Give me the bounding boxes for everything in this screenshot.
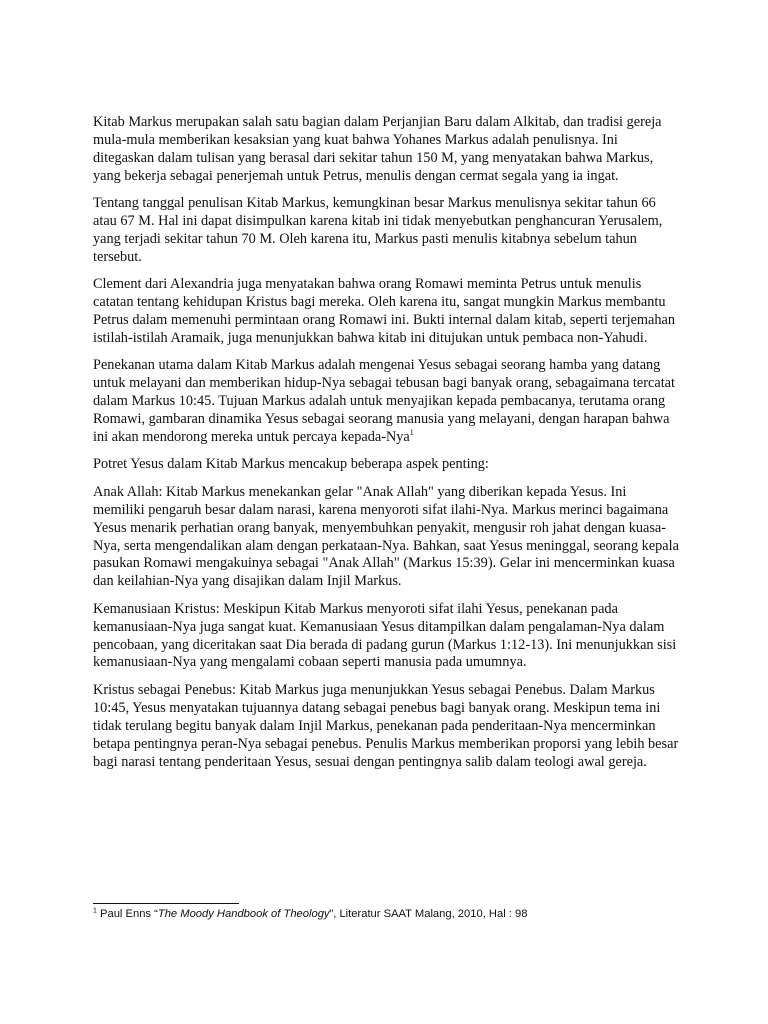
document-body bbox=[93, 114, 681, 781]
paragraph-date: Tentang tanggal penulisan Kitab Markus, kemungkinan besar Markus menulisnya sekitar tahun 66 atau 67 M. Hal ini dapat disimpulkan karena kitab ini tidak menyebutkan penghancuran Yerusalem, yang terjadi sekitar tahun 70 M. Oleh karena itu, Markus pasti menulis kitabnya sebelum tahun tersebut. bbox=[93, 195, 663, 265]
footnote bbox=[93, 907, 681, 921]
paragraph-authorship: Kitab Markus merupakan salah satu bagian dalam Perjanjian Baru dalam Alkitab, dan tradisi gereja mula-mula memberikan kesaksian yang kuat bahwa Yohanes Markus adalah penulisnya. Ini ditegaskan dalam tulisan yang berasal dari sekitar tahun 150 M, yang menyatakan bahwa Markus, yang bekerja sebagai penerjemah untuk Petrus, menulis dengan cermat segala yang ia ingat. bbox=[93, 114, 662, 184]
paragraph-son-of-god: Anak Allah: Kitab Markus menekankan gelar "Anak Allah" yang diberikan kepada Yesus. Ini memiliki pengaruh besar dalam narasi, karena menyoroti sifat ilahi-Nya. Markus merinci bagaimana Yesus menarik perhatian orang banyak, menyembuhkan penyakit, mengusir roh jahat dengan kuasa-Nya, serta mengendalikan alam dengan perkataan-Nya. Bahkan, saat Yesus meninggal, seorang kepala pasukan Romawi mengakuinya sebagai "Anak Allah" (Markus 15:39). Gelar ini mencerminkan kuasa dan keilahian-Nya yang disajikan dalam Injil Markus. bbox=[93, 483, 679, 590]
footnote-book-title: The Moody Handbook of Theology bbox=[157, 908, 330, 920]
footnote-reference[interactable]: 1 bbox=[409, 428, 414, 438]
footnote-publication: ”, Literatur SAAT Malang, 2010, Hal : 98 bbox=[329, 908, 528, 920]
paragraph-audience: Clement dari Alexandria juga menyatakan bahwa orang Romawi meminta Petrus untuk menulis catatan tentang kehidupan Kristus bagi mereka. Oleh karena itu, sangat mungkin Markus membantu Petrus dalam memenuhi permintaan orang Romawi ini. Bukti internal dalam kitab, seperti terjemahan istilah-istilah Aramaik, juga menunjukkan bahwa kitab ini ditujukan untuk pembaca non-Yahudi. bbox=[93, 276, 676, 346]
footnote-author: Paul Enns “ bbox=[100, 908, 158, 920]
paragraph-portrait-intro: Potret Yesus dalam Kitab Markus mencakup beberapa aspek penting: bbox=[93, 456, 489, 473]
paragraph-emphasis-text: Penekanan utama dalam Kitab Markus adalah mengenai Yesus sebagai seorang hamba yang datang untuk melayani dan memberikan hidup-Nya sebagai tebusan bagi banyak orang, sebagaimana tercatat dalam Markus 10:45. Tujuan Markus adalah untuk menyajikan kepada pembacanya, terutama orang Romawi, gambaran dinamika Yesus sebagai seorang manusia yang melayani, dengan harapan bahwa ini akan mendorong mereka untuk percaya kepada-Nya bbox=[93, 357, 675, 445]
paragraph-humanity: Kemanusiaan Kristus: Meskipun Kitab Markus menyoroti sifat ilahi Yesus, penekanan pada kemanusiaan-Nya juga sangat kuat. Kemanusiaan Yesus ditampilkan dalam pengalaman-Nya dalam pencobaan, yang diceritakan saat Dia berada di padang gurun (Markus 1:12-13). Ini menunjukkan sisi kemanusiaan-Nya yang mengalami cobaan seperti manusia pada umumnya. bbox=[93, 600, 677, 671]
footnote-separator bbox=[93, 903, 239, 904]
paragraph-emphasis bbox=[93, 357, 681, 447]
paragraph-redeemer: Kristus sebagai Penebus: Kitab Markus juga menunjukkan Yesus sebagai Penebus. Dalam Markus 10:45, Yesus menyatakan tujuannya datang sebagai penebus bagi banyak orang. Meskipun tema ini tidak terulang begitu banyak dalam Injil Markus, penekanan pada penderitaan-Nya mencerminkan betapa pentingnya peran-Nya sebagai penebus. Penulis Markus memberikan proporsi yang lebih besar bagi narasi tentang penderitaan Yesus, sesuai dengan pentingnya salib dalam teologi awal gereja. bbox=[93, 681, 679, 770]
footnote-number: 1 bbox=[93, 907, 97, 915]
